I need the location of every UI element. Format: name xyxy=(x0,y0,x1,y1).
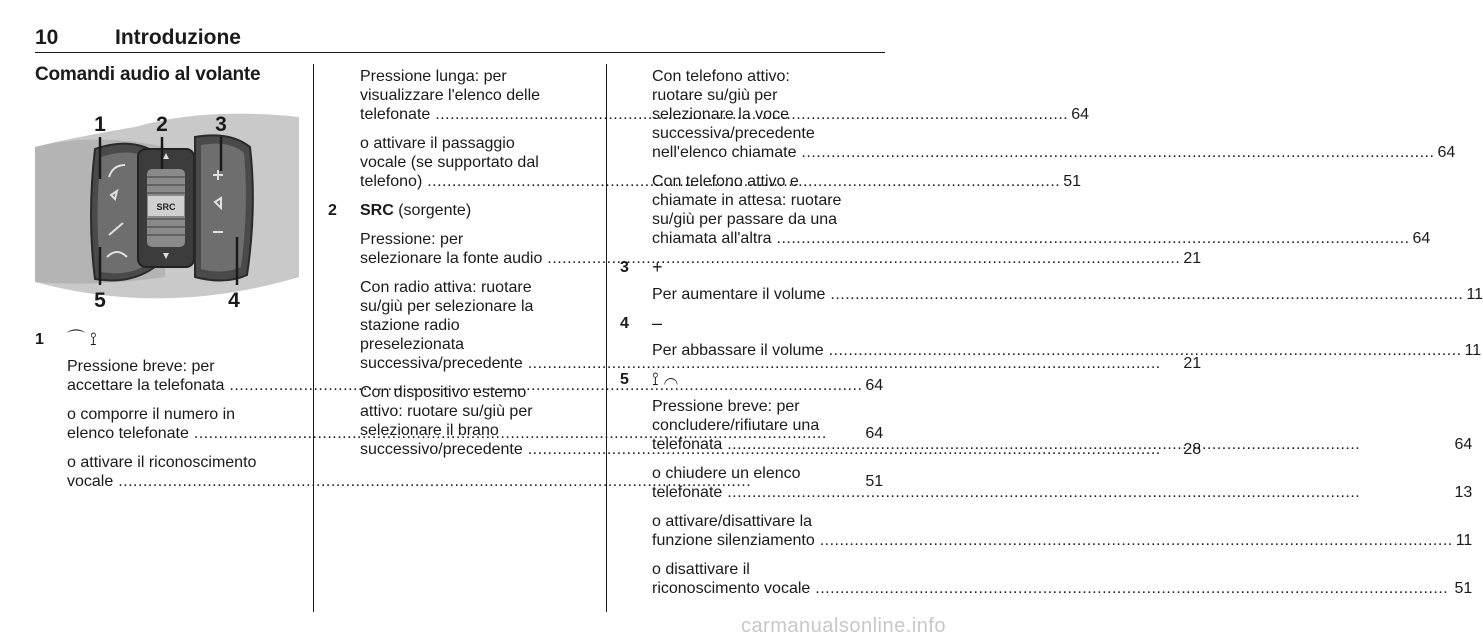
text-line: stazione radio xyxy=(360,317,460,334)
callout-5: 5 xyxy=(94,289,106,312)
index-line: accettare la telefonata ..... 64 xyxy=(67,376,883,395)
text-line: o comporre il numero in xyxy=(67,406,236,423)
mute-hangup-icon: ⟟ ⌒ xyxy=(652,369,678,389)
text-line: Pressione breve: per xyxy=(652,398,800,415)
index-line: selezionare la fonte audio ..... 21 xyxy=(360,249,1201,268)
index-line: telefono) ..... 51 xyxy=(360,172,590,191)
text-line: visualizzare l'elenco delle xyxy=(360,87,541,104)
section-title: Comandi audio al volante xyxy=(35,64,261,85)
index-line: successivo/precedente ..... 28 xyxy=(360,440,1201,459)
item-number: 4 xyxy=(620,315,629,332)
phone-icon: ⌒ ⟟ xyxy=(67,329,97,349)
text-line: successiva/precedente xyxy=(652,125,815,142)
page-ref: 51 xyxy=(1454,580,1473,597)
text-line: selezionare il brano xyxy=(360,422,499,439)
item-number: 3 xyxy=(620,259,629,276)
text-line: Con telefono attivo e xyxy=(652,173,799,190)
text-line: Con radio attiva: ruotare xyxy=(360,279,532,296)
page-ref: 11 xyxy=(1466,286,1483,303)
page-ref: 21 xyxy=(1183,355,1202,372)
page-ref: 64 xyxy=(1071,106,1090,123)
text-line: o chiudere un elenco xyxy=(652,465,801,482)
item-number: 5 xyxy=(620,371,629,388)
index-line: vocale ..... 51 xyxy=(67,472,883,491)
text-line: o disattivare il xyxy=(652,561,750,578)
page-ref: 28 xyxy=(1183,441,1202,458)
page-ref: 13 xyxy=(1454,484,1473,501)
page-ref: 64 xyxy=(1412,230,1431,247)
text-line: o attivare il riconoscimento xyxy=(67,454,257,471)
page-number: 10 xyxy=(35,26,59,49)
text-line: o attivare/disattivare la xyxy=(652,513,813,530)
text-line: Pressione breve: per xyxy=(67,358,215,375)
text-line: Con dispositivo esterno xyxy=(360,384,527,401)
page-ref: 64 xyxy=(865,425,884,442)
index-line: funzione silenziamento ..... 11 xyxy=(652,531,1472,550)
text-line: attivo: ruotare su/giù per xyxy=(360,403,533,420)
item-number: 1 xyxy=(35,331,44,348)
page-ref: 21 xyxy=(1183,250,1202,267)
text-line: ruotare su/giù per xyxy=(652,87,778,104)
index-line: telefonata ..... 64 xyxy=(652,435,1472,454)
page-ref: 11 xyxy=(1464,342,1482,359)
index-line: riconoscimento vocale ..... 51 xyxy=(652,579,1472,598)
index-line: successiva/precedente ..... 21 xyxy=(360,354,1201,373)
minus-icon: – xyxy=(652,313,663,333)
text-line: concludere/rifiutare una xyxy=(652,417,820,434)
footer-watermark: carmanualsonline.info xyxy=(740,615,946,637)
index-line: nell'elenco chiamate ..... 64 xyxy=(652,143,884,162)
text-line: su/giù per passare da una xyxy=(652,211,838,228)
callout-3: 3 xyxy=(215,113,227,136)
item-4 xyxy=(620,313,1482,360)
page-ref: 11 xyxy=(1455,532,1473,549)
index-line: telefonate ..... 13 xyxy=(652,483,1472,502)
index-line: elenco telefonate ..... 64 xyxy=(67,424,883,443)
text-line: chiamate in attesa: ruotare xyxy=(652,192,842,209)
page-ref: 64 xyxy=(1437,144,1456,161)
text-line: Pressione: per xyxy=(360,231,464,248)
plus-icon: + xyxy=(652,257,663,277)
index-line: chiamata all'altra ..... 64 xyxy=(652,229,884,248)
text-line: Pressione lunga: per xyxy=(360,68,507,85)
page-header xyxy=(35,26,885,53)
callout-2: 2 xyxy=(156,113,168,136)
page-ref: 51 xyxy=(865,473,884,490)
text-line: su/giù per selezionare la xyxy=(360,298,534,315)
page-title: Introduzione xyxy=(115,26,241,49)
text-line: preselezionata xyxy=(360,336,465,353)
page-ref: 51 xyxy=(1063,173,1082,190)
callout-4: 4 xyxy=(228,289,240,312)
index-line: telefonate ..... 64 xyxy=(360,105,590,124)
callout-1: 1 xyxy=(94,113,106,136)
src-label: SRC xyxy=(156,202,176,212)
text-line: o attivare il passaggio xyxy=(360,135,515,152)
index-line: Per aumentare il volume ..... 11 xyxy=(652,285,1483,304)
steering-controls-figure xyxy=(35,107,299,314)
page-ref: 64 xyxy=(865,377,884,394)
text-line: Con telefono attivo: xyxy=(652,68,790,85)
src-term: SRC xyxy=(360,202,394,219)
item-number: 2 xyxy=(328,202,337,219)
text-line: selezionare la voce xyxy=(652,106,789,123)
page-ref: 64 xyxy=(1454,436,1473,453)
item-2: 2 SRC (sorgente) Pressione: per selezionare la fonte audio ..... 21 Con radio attiva: ruotare su/giù per selezionare la stazione radio preselezionata successiva/precedente ..... 21 Con dispositivo esterno attivo: ruotare su/giù per selezionare il brano successivo/precedente ..... 28 xyxy=(328,201,590,469)
text-line: vocale (se supportato dal xyxy=(360,154,539,171)
index-line: Per abbassare il volume ..... 11 xyxy=(652,341,1481,360)
